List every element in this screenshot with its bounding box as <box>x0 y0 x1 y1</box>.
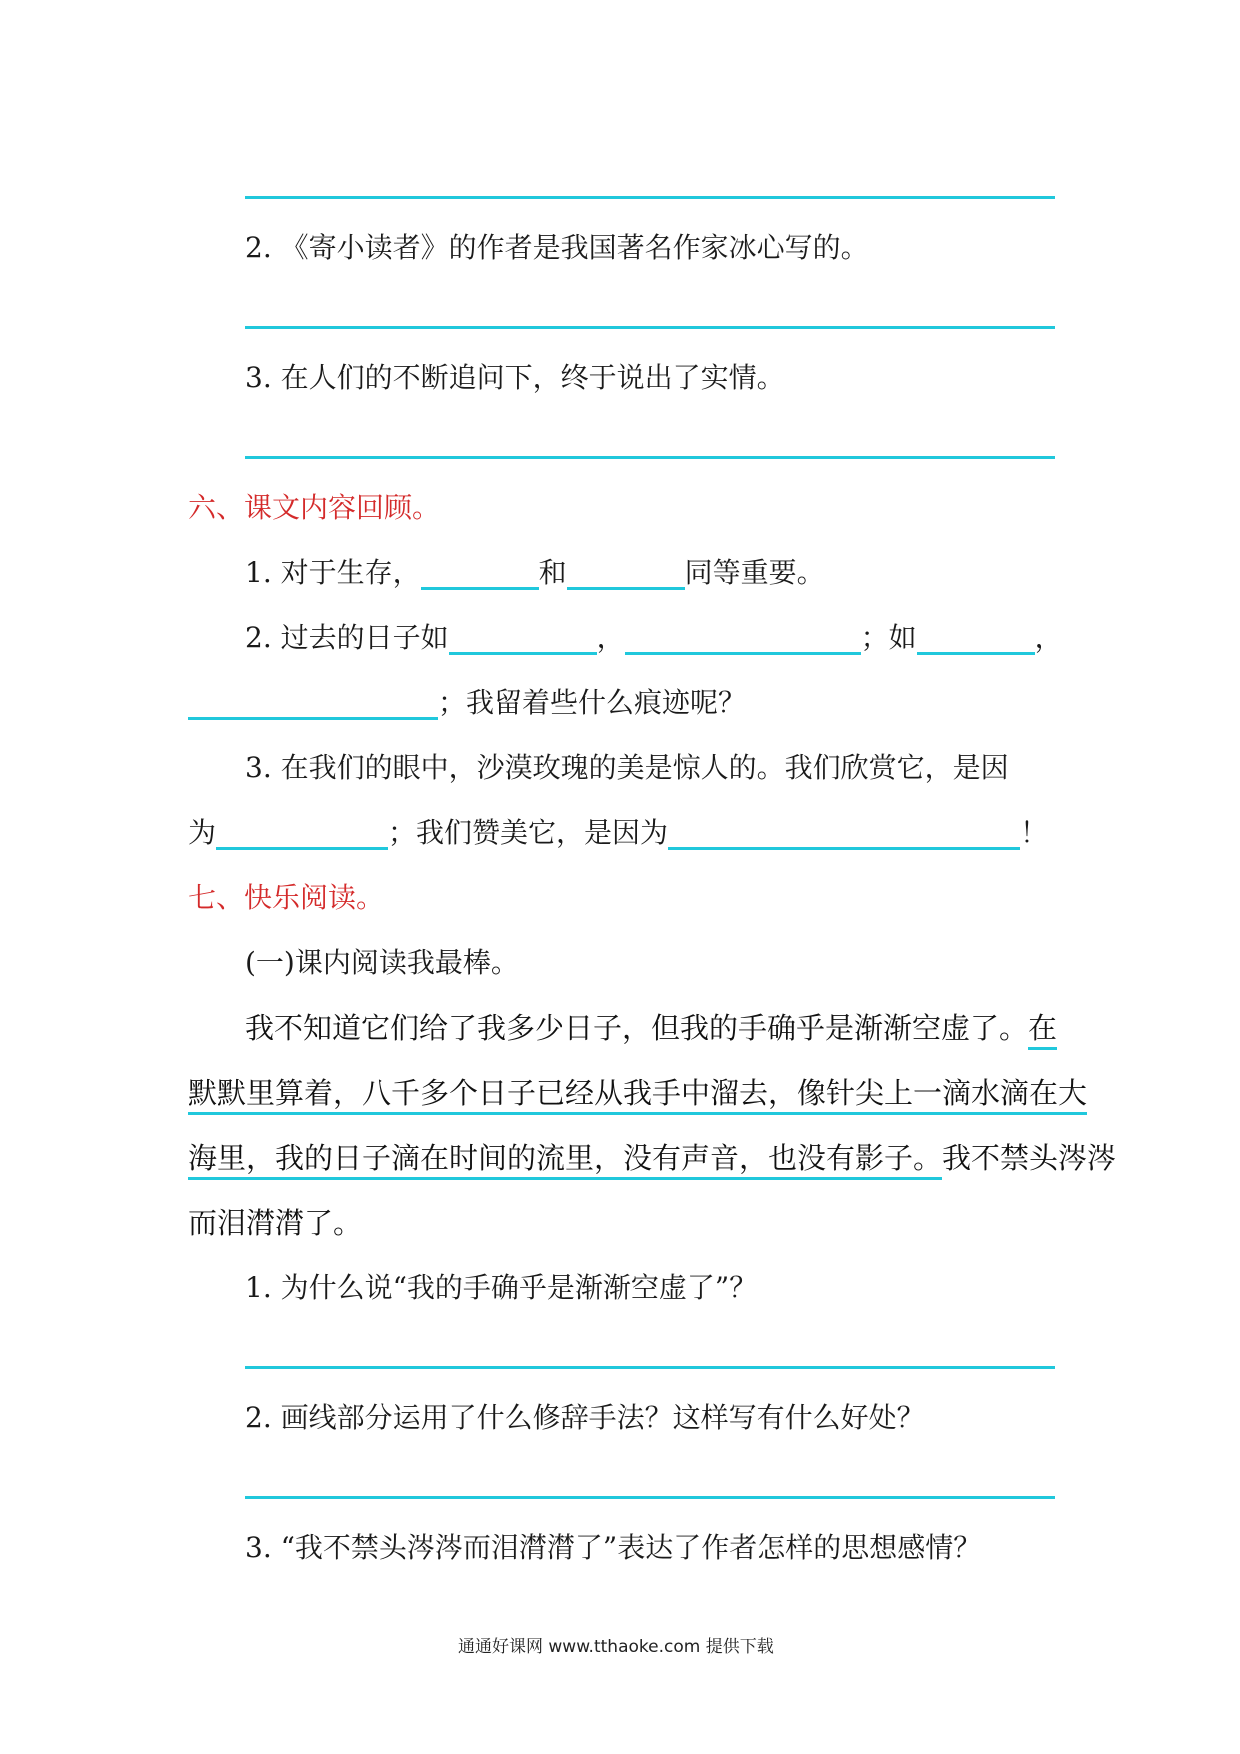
q6-2-post: ；我留着些什么痕迹呢？ <box>438 686 747 719</box>
question-7-2: 2. 画线部分运用了什么修辞手法？这样写有什么好处？ <box>245 1401 925 1434</box>
answer-line-1[interactable] <box>245 196 1055 199</box>
passage-text: 我不知道它们给了我多少日子，但我的手确乎是渐渐空虚了。 <box>245 1011 1029 1045</box>
fill-blank[interactable] <box>917 620 1035 655</box>
fill-blank[interactable] <box>421 555 539 590</box>
underlined-text: 在 <box>1028 1011 1057 1050</box>
answer-line-2[interactable] <box>245 326 1055 329</box>
fill-blank[interactable] <box>567 555 685 590</box>
passage-line-4: 而泪潸潸了。 <box>188 1206 363 1240</box>
question-6-2 <box>245 618 1063 658</box>
q6-3-post: ！ <box>1020 816 1049 849</box>
q6-3-pre: 为 <box>188 816 217 849</box>
footer-text: 通通好课网 www.tthaoke.com 提供下载 <box>458 1637 774 1657</box>
question-6-3: 3. 在我们的眼中，沙漠玫瑰的美是惊人的。我们欣赏它，是因 <box>245 751 1009 784</box>
q6-2-pre: 2. 过去的日子如 <box>245 621 449 654</box>
q6-1-pre: 1. 对于生存， <box>245 556 421 589</box>
question-6-1 <box>245 553 825 593</box>
question-5-2: 2. 《寄小读者》的作者是我国著名作家冰心写的。 <box>245 231 869 264</box>
section-7-title: 七、快乐阅读。 <box>188 881 385 914</box>
q6-1-post: 同等重要。 <box>684 556 825 589</box>
subsection-title: (一)课内阅读我最棒。 <box>245 946 519 979</box>
answer-line-5[interactable] <box>245 1496 1055 1499</box>
fill-blank[interactable] <box>216 815 388 850</box>
question-6-2-cont <box>188 683 746 723</box>
passage-text: 我不禁头涔涔 <box>942 1141 1117 1175</box>
underlined-text: 默默里算着，八千多个日子已经从我手中溜去，像针尖上一滴水滴在大 <box>188 1076 1087 1115</box>
fill-blank[interactable] <box>449 620 597 655</box>
q6-1-mid: 和 <box>538 556 567 589</box>
fill-blank[interactable] <box>668 815 1020 850</box>
section-6-title: 六、课文内容回顾。 <box>188 491 441 524</box>
q6-2-c2: ；如 <box>860 621 917 654</box>
question-7-3: 3. “我不禁头涔涔而泪潸潸了”表达了作者怎样的思想感情？ <box>245 1531 982 1564</box>
passage-line-2 <box>188 1073 1087 1113</box>
passage-line-1 <box>245 1008 1057 1048</box>
answer-line-3[interactable] <box>245 456 1055 459</box>
q6-3-mid: ；我们赞美它，是因为 <box>388 816 669 849</box>
underlined-text: 海里，我的日子滴在时间的流里，没有声音，也没有影子。 <box>188 1141 942 1180</box>
answer-line-4[interactable] <box>245 1366 1055 1369</box>
question-7-1: 1. 为什么说“我的手确乎是渐渐空虚了”？ <box>245 1271 758 1304</box>
passage-line-3 <box>188 1138 1116 1178</box>
q6-2-c1: ， <box>596 621 625 654</box>
q6-2-c3: ， <box>1034 621 1063 654</box>
fill-blank[interactable] <box>625 620 861 655</box>
question-5-3: 3. 在人们的不断追问下，终于说出了实情。 <box>245 361 785 394</box>
question-6-3-cont <box>188 813 1048 853</box>
fill-blank[interactable] <box>188 685 438 720</box>
